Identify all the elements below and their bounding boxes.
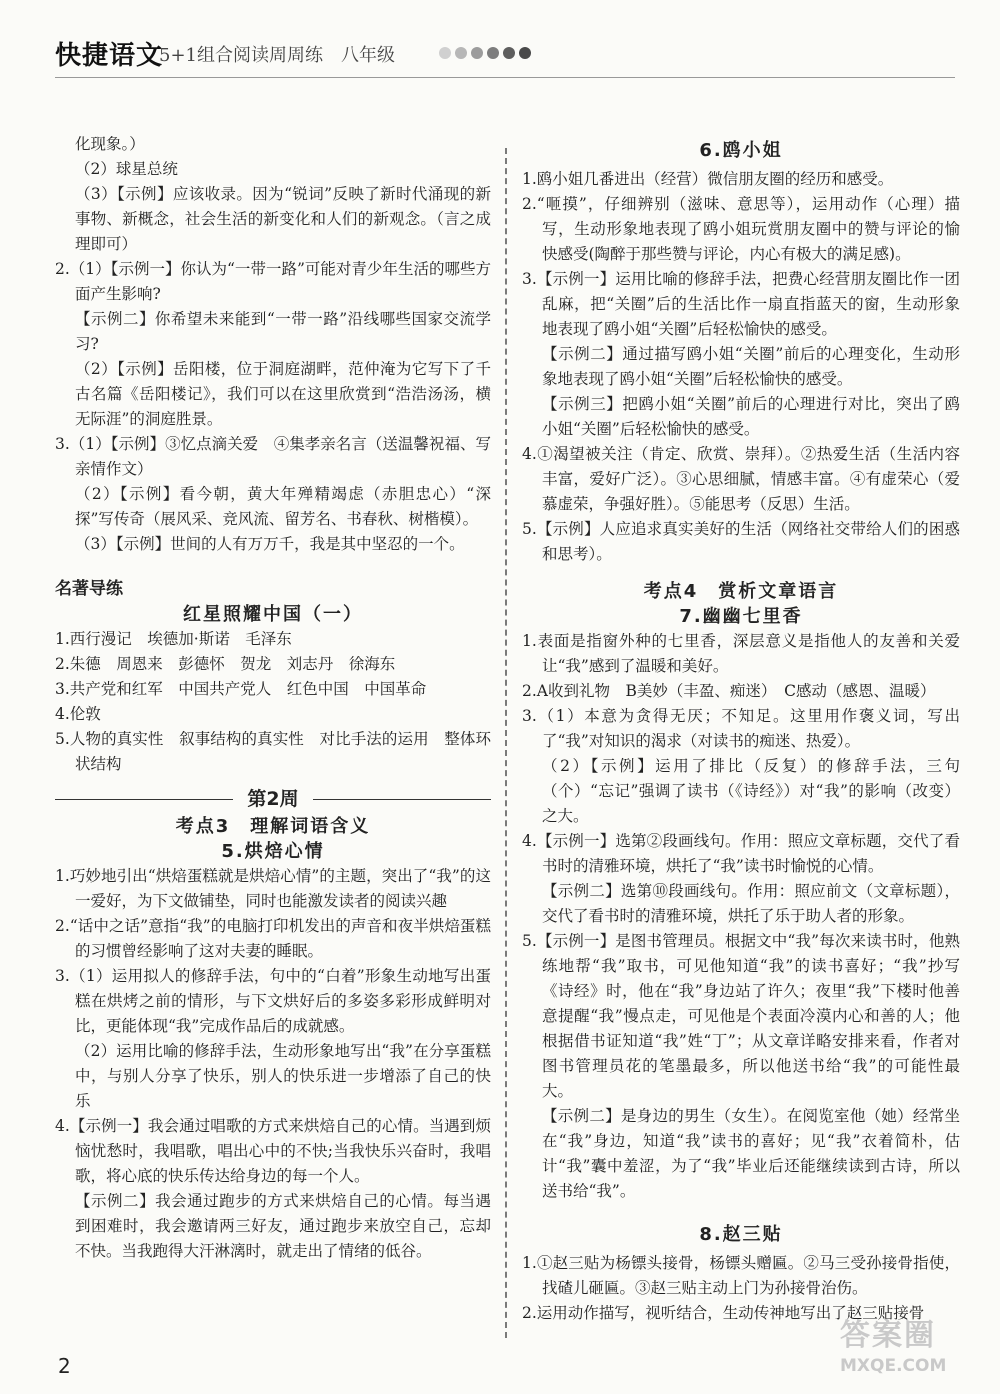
- answer-line: （2）【示例】岳阳楼，位于洞庭湖畔，范仲淹为它写下了千古名篇《岳阳楼记》，我们可以在这里欣赏到“浩浩汤汤，横无际涯”的洞庭胜景。: [75, 360, 491, 428]
- answer-line: 4.【示例一】我会通过唱歌的方式来烘焙自己的心情。当遇到烦恼忧愁时，我唱歌，唱出心中的不快;当我快乐兴奋时，我唱歌，将心底的快乐传达给身边的每一个人。: [55, 1117, 491, 1185]
- answer-line: 3.（1）本意为贪得无厌；不知足。这里用作褒义词，写出了“我”对知识的渴求（对读书的痴迷、热爱）。: [522, 707, 960, 750]
- answer-line: 5.人物的真实性 叙事结构的真实性 对比手法的运用 整体环状结构: [55, 730, 491, 773]
- answer-line: 2.（1）【示例一】你认为“一带一路”可能对青少年生活的哪些方面产生影响?: [55, 260, 491, 303]
- answer-line: 3.共产党和红军 中国共产党人 红色中国 中国革命: [55, 680, 427, 698]
- answer-line: 4.伦敦: [55, 705, 101, 723]
- answer-line: 1.西行漫记 埃德加·斯诺 毛泽东: [55, 630, 292, 648]
- answer-line: 1.鸥小姐几番进出（经营）微信朋友圈的经历和感受。: [522, 170, 894, 188]
- answer-line: 2.运用动作描写，视听结合，生动传神地写出了赵三贴接骨: [522, 1304, 925, 1322]
- answer-line: 2.“咂摸”，仔细辨别（滋味、意思等），运用动作（心理）描写，生动形象地表现了鸥小姐玩赏朋友圈中的赞与评论的愉快感受(陶醉于那些赞与评论，内心有极大的满足感)。: [522, 195, 960, 263]
- answer-line: 2.“话中之话”意指“我”的电脑打印机发出的声音和夜半烘焙蛋糕的习惯曾经影响了这对夫妻的睡眠。: [55, 917, 491, 960]
- answer-line: 1.表面是指窗外种的七里香，深层意义是指他人的友善和关爱让“我”感到了温暖和美好。: [522, 632, 960, 675]
- section-heading: 6.鸥小姐: [699, 140, 783, 161]
- week-heading: [55, 787, 491, 812]
- answer-line: 3.（1）运用拟人的修辞手法，句中的“白着”形象生动地写出蛋糕在烘烤之前的情形，与下文烘好后的多姿多彩形成鲜明对比，更能体现“我”完成作品后的成就感。: [55, 967, 491, 1035]
- page-header: [55, 35, 955, 85]
- answer-line: 2.朱德 周恩来 彭德怀 贺龙 刘志丹 徐海东: [55, 655, 396, 673]
- watermark-text: 答案圈: [840, 1318, 936, 1353]
- section-heading: 红星照耀中国（一）: [183, 604, 363, 625]
- brand-title: 快捷语文: [55, 41, 164, 71]
- answer-line: （2）球星总统: [75, 160, 178, 178]
- answer-line: 3.（1）【示例】③忆点滴关爱 ④集孝亲名言（送温馨祝福、写亲情作文）: [55, 435, 491, 478]
- answer-line: 3.【示例一】运用比喻的修辞手法，把费心经营朋友圈比作一团乱麻，把“关圈”后的生活比作一扇直指蓝天的窗，生动形象地表现了鸥小姐“关圈”后轻松愉快的感受。: [522, 270, 960, 338]
- answer-line: 5.【示例一】是图书管理员。根据文中“我”每次来读书时，他熟练地帮“我”取书，可见他知道“我”的读书喜好；“我”抄写《诗经》时，他在“我”身边站了许久；夜里“我”下楼时他善意提醒“我”慢点走，可见他是个表面冷漠内心和善的人；他根据借书证知道“我”姓“丁”；从文章详略安排来看，作者对图书管理员花的笔墨最多，所以他送书给“我”的可能性最大。: [522, 932, 960, 1100]
- page-number: 2: [58, 1354, 71, 1378]
- answer-line: 【示例二】选第⑩段画线句。作用：照应前文（文章标题），交代了看书时的清雅环境，烘托了乐于助人者的形象。: [542, 882, 960, 925]
- answer-line: 【示例三】把鸥小姐“关圈”前后的心理进行对比，突出了鸥小姐“关圈”后轻松愉快的感受。: [542, 395, 960, 438]
- answer-line: （3）【示例】世间的人有万万千，我是其中坚忍的一个。: [75, 535, 465, 553]
- watermark-url: MXQE.COM: [840, 1356, 947, 1376]
- spacer: [522, 1204, 960, 1216]
- spacer: [55, 557, 491, 569]
- section-heading: 7.幽幽七里香: [679, 606, 803, 627]
- answer-line: 1.巧妙地引出“烘焙蛋糕就是烘焙心情”的主题，突出了“我”的这一爱好，为下文做铺垫，同时也能激发读者的阅读兴趣: [55, 867, 491, 910]
- left-column: [55, 132, 491, 1264]
- answer-line: （3）【示例】应该收录。因为“锐词”反映了新时代涌现的新事物、新概念，社会生活的新变化和人们的新观念。（言之成理即可）: [75, 185, 491, 253]
- answer-line: 【示例二】是身边的男生（女生）。在阅览室他（她）经常坐在“我”身边，知道“我”读书的喜好；见“我”衣着简朴，估计“我”囊中羞涩，为了“我”毕业后还能继续读到古诗，所以送书给“我”。: [542, 1107, 960, 1200]
- right-column: [522, 132, 960, 1326]
- watermark-logo: [840, 1310, 990, 1394]
- header-rule: [55, 77, 955, 78]
- answer-line: （2）【示例】运用了排比（反复）的修辞手法，三句（个）“忘记”强调了读书（《诗经》）对“我”的影响（改变）之大。: [542, 757, 960, 825]
- answer-line: 4.【示例一】选第②段画线句。作用：照应文章标题，交代了看书时的清雅环境，烘托了“我”读书时愉悦的心情。: [522, 832, 960, 875]
- answer-line: 【示例二】通过描写鸥小姐“关圈”前后的心理变化，生动形象地表现了鸥小姐“关圈”后轻松愉快的感受。: [542, 345, 960, 388]
- section-heading: 5.烘焙心情: [221, 841, 325, 862]
- answer-line: （2）【示例】看今朝，黄大年殚精竭虑（赤胆忠心）“深探”写传奇（展风采、竞风流、留芳名、书春秋、树楷模）。: [75, 485, 491, 528]
- answer-line: 【示例二】我会通过跑步的方式来烘焙自己的心情。每当遇到困难时，我会邀请两三好友，通过跑步来放空自己，忘却不快。当我跑得大汗淋漓时，就走出了情绪的低谷。: [75, 1192, 491, 1260]
- section-heading: 考点4 赏析文章语言: [643, 581, 839, 602]
- answer-line: 5.【示例】人应追求真实美好的生活（网络社交带给人们的困惑和思考）。: [522, 520, 960, 563]
- week-label: 第2周: [247, 788, 299, 810]
- spacer: [522, 567, 960, 579]
- decorative-dots-icon: [439, 47, 531, 59]
- section-heading: 考点3 理解词语含义: [175, 816, 371, 837]
- answer-line: （2）运用比喻的修辞手法，生动形象地写出“我”在分享蛋糕中，与别人分享了快乐，别人的快乐进一步增添了自己的快乐: [75, 1042, 491, 1110]
- section-heading: 8.赵三贴: [699, 1224, 783, 1245]
- answer-line: 化现象。）: [75, 135, 145, 153]
- answer-line: 【示例二】你希望未来能到“一带一路”沿线哪些国家交流学习?: [75, 310, 491, 353]
- answer-line: 2.A收到礼物 B美妙（丰盈、痴迷） C感动（感恩、温暖）: [522, 682, 936, 700]
- answer-line: 1.①赵三贴为杨镖头接骨，杨镖头赠匾。②马三受孙接骨指使，找碴儿砸匾。③赵三贴主动上门为孙接骨治伤。: [522, 1254, 960, 1297]
- section-heading: 名著导练: [55, 579, 123, 599]
- series-subtitle: 5+1组合阅读周周练 八年级: [159, 45, 395, 66]
- answer-line: 4.①渴望被关注（肯定、欣赏、崇拜）。②热爱生活（生活内容丰富，爱好广泛）。③心思细腻，情感丰富。④有虚荣心（爱慕虚荣，争强好胜）。⑤能思考（反思）生活。: [522, 445, 960, 513]
- column-divider: [505, 148, 507, 1338]
